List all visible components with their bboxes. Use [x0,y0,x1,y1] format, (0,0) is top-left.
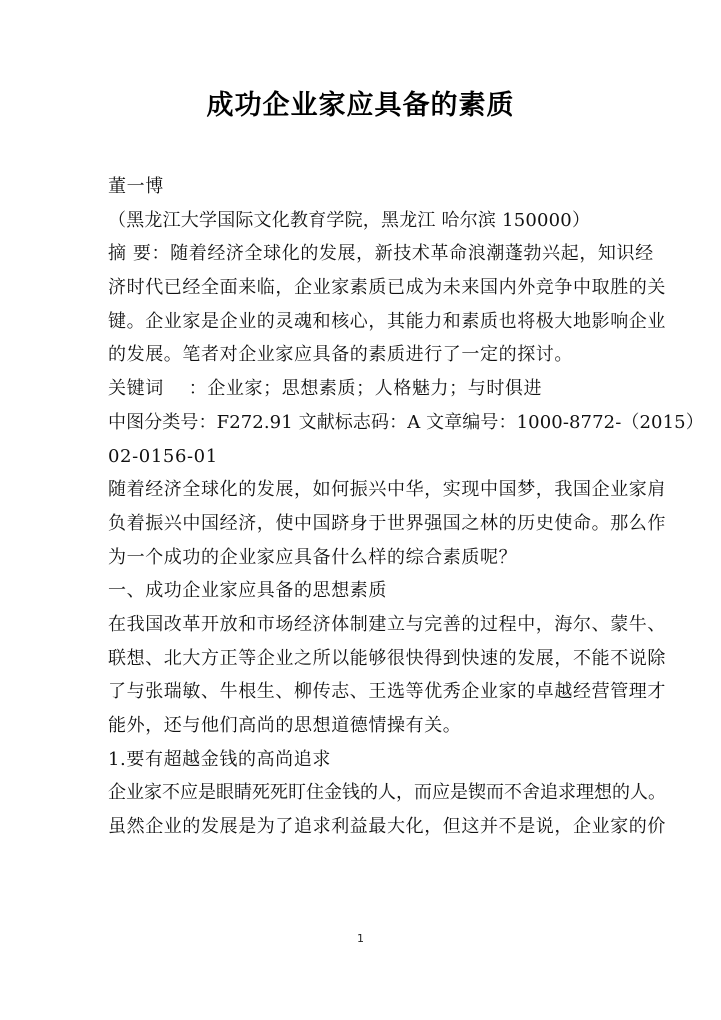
abstract-line: 济时代已经全面来临，企业家素质已成为未来国内外竞争中取胜的关 [108,277,666,299]
paragraph-line: 负着振兴中国经济，使中国跻身于世界强国之林的历史使命。那么作 [108,512,666,534]
paragraph-line: 能外，还与他们高尚的思想道德情操有关。 [108,715,462,736]
abstract-line: 摘 要：随着经济全球化的发展，新技术革命浪潮蓬勃兴起，知识经 [108,243,654,265]
section-paragraph [108,608,666,743]
paragraph-line: 虽然企业的发展是为了追求利益最大化，但这并不是说，企业家的价 [108,816,666,838]
paragraph-line: 企业家不应是眼睛死死盯住金钱的人，而应是锲而不舍追求理想的人。 [108,782,666,804]
classification-line: 中图分类号：F272.91 文献标志码：A 文章编号：1000-8772-（2015） [108,411,704,433]
author-name: 董一博 [108,176,164,197]
classification-info [108,406,704,473]
abstract-line: 的发展。笔者对企业家应具备的素质进行了一定的探讨。 [108,344,573,366]
page-number: 1 [357,932,364,945]
subsection-paragraph [108,776,666,843]
document-title: 成功企业家应具备的素质 [206,90,515,121]
document-body [108,170,704,844]
author-affiliation: （黑龙江大学国际文化教育学院，黑龙江 哈尔滨 150000） [108,209,591,231]
paragraph-line: 在我国改革开放和市场经济体制建立与完善的过程中，海尔、蒙牛、 [108,613,666,635]
introduction-paragraph [108,473,666,574]
paragraph-line: 了与张瑞敏、牛根生、柳传志、王选等优秀企业家的卓越经营管理才 [108,681,666,703]
paragraph-line: 为一个成功的企业家应具备什么样的综合素质呢？ [108,546,518,568]
abstract [108,237,666,372]
section-heading: 一、成功企业家应具备的思想素质 [108,580,387,602]
paragraph-line: 随着经济全球化的发展，如何振兴中华，实现中国梦，我国企业家肩 [108,479,666,501]
subsection-heading: 1.要有超越金钱的高尚追求 [108,748,331,770]
keywords: 关键词 ：企业家；思想素质；人格魅力；与时俱进 [108,378,543,400]
abstract-line: 键。企业家是企业的灵魂和核心，其能力和素质也将极大地影响企业 [108,310,666,332]
paragraph-line: 联想、北大方正等企业之所以能够很快得到快速的发展，不能不说除 [108,647,666,669]
classification-line: 02-0156-01 [108,445,218,467]
